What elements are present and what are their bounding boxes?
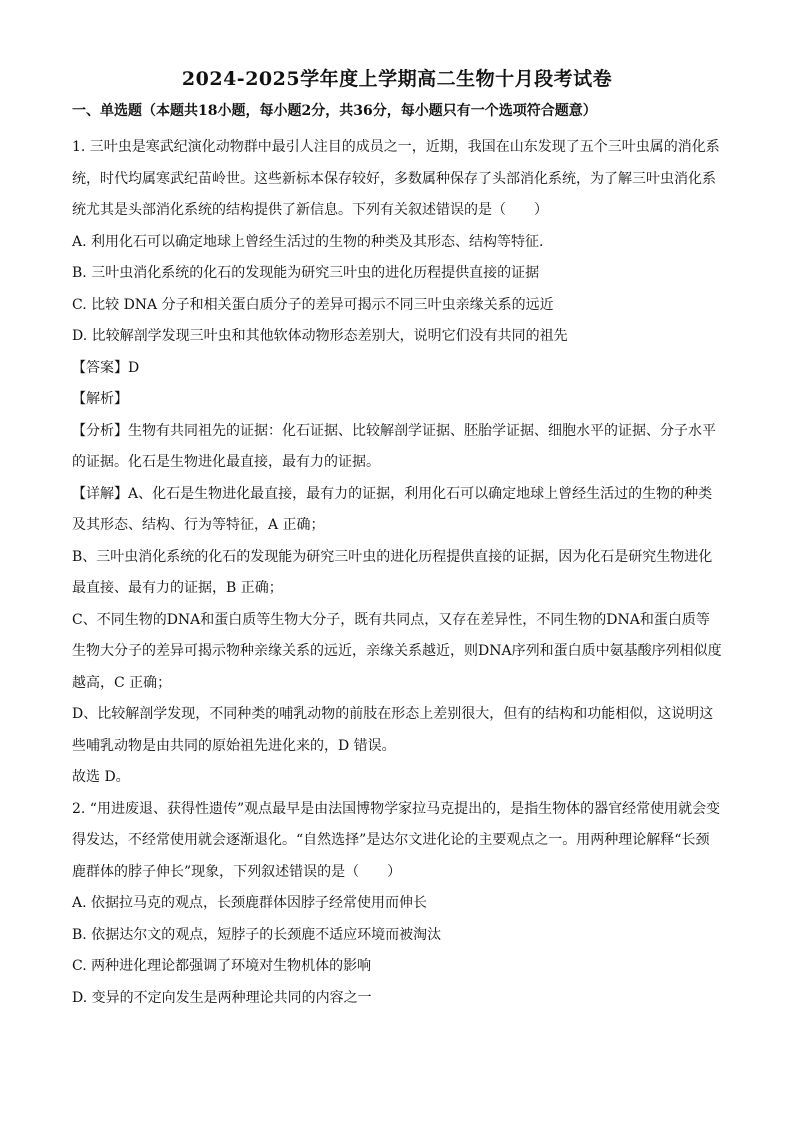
question-1-option-d: D. 比较解剖学发现三叶虫和其他软体动物形态差别大，说明它们没有共同的祖先 <box>72 328 568 344</box>
question-1-xiangjie-b: B、三叶虫消化系统的化石的发现能为研究三叶虫的进化历程提供直接的证据，因为化石是研究生物进化最直接、最有力的证据，B 正确； <box>72 548 713 596</box>
question-1-xiangjie-d: D、比较解剖学发现，不同种类的哺乳动物的前肢在形态上差别很大，但有的结构和功能相似，这说明这些哺乳动物是由共同的原始祖先进化来的，D 错误。 <box>72 706 714 754</box>
question-1-option-c: C. 比较 DNA 分子和相关蛋白质分子的差异可揭示不同三叶虫亲缘关系的远近 <box>72 296 554 313</box>
section-heading-single-choice: 一、单选题（本题共18小题，每小题2分，共36分，每小题只有一个选项符合题意） <box>72 103 597 119</box>
exam-page <box>72 66 722 1014</box>
question-2-option-a: A. 依据拉马克的观点，长颈鹿群体因脖子经常使用而伸长 <box>72 895 428 911</box>
question-1-fenxi: 【分析】生物有共同祖先的证据：化石证据、比较解剖学证据、胚胎学证据、细胞水平的证据、分子水平的证据。化石是生物进化最直接，最有力的证据。 <box>72 422 716 470</box>
question-2-option-b: B. 依据达尔文的观点，短脖子的长颈鹿不适应环境而被淘汰 <box>72 926 442 943</box>
question-2-option-d: D. 变异的不定向发生是两种理论共同的内容之一 <box>72 989 372 1006</box>
question-2-option-c: C. 两种进化理论都强调了环境对生物机体的影响 <box>72 958 372 974</box>
question-1-analysis-label: 【解析】 <box>72 391 128 407</box>
question-1-conclusion: 故选 D。 <box>72 769 130 785</box>
question-1 <box>72 132 722 794</box>
exam-title: 2024-2025学年度上学期高二生物十月段考试卷 <box>181 68 613 90</box>
question-1-answer: 【答案】D <box>72 359 140 376</box>
question-2-stem: 2. “用进废退、获得性遗传”观点最早是由法国博物学家拉马克提出的，是指生物体的器官经常使用就会变得发达，不经常使用就会逐渐退化。“自然选择”是达尔文进化论的主要观点之一。用两种理论解释“长颈鹿群体的脖子伸长”现象，下列叙述错误的是（ ） <box>72 800 721 880</box>
question-1-option-b: B. 三叶虫消化系统的化石的发现能为研究三叶虫的进化历程提供直接的证据 <box>72 265 540 281</box>
question-1-xiangjie-a: 【详解】A、化石是生物进化最直接，最有力的证据，利用化石可以确定地球上曾经生活过的生物的种类及其形态、结构、行为等特征，A 正确； <box>72 485 713 533</box>
question-2 <box>72 794 722 1015</box>
question-1-xiangjie-c: C、不同生物的DNA和蛋白质等生物大分子，既有共同点，又存在差异性，不同生物的DNA和蛋白质等生物大分子的差异可揭示物种亲缘关系的远近，亲缘关系越近，则DNA序列和蛋白质中氨基酸序列相似度越高，C 正确； <box>72 611 722 691</box>
question-1-stem: 1. 三叶虫是寒武纪演化动物群中最引人注目的成员之一，近期，我国在山东发现了五个三叶虫属的消化系统，时代均属寒武纪苗岭世。这些新标本保存较好，多数属种保存了头部消化系统，为了解三叶虫消化系统尤其是头部消化系统的结构提供了新信息。下列有关叙述错误的是（ ） <box>72 139 720 218</box>
question-1-option-a: A. 利用化石可以确定地球上曾经生活过的生物的种类及其形态、结构等特征. <box>72 233 544 250</box>
